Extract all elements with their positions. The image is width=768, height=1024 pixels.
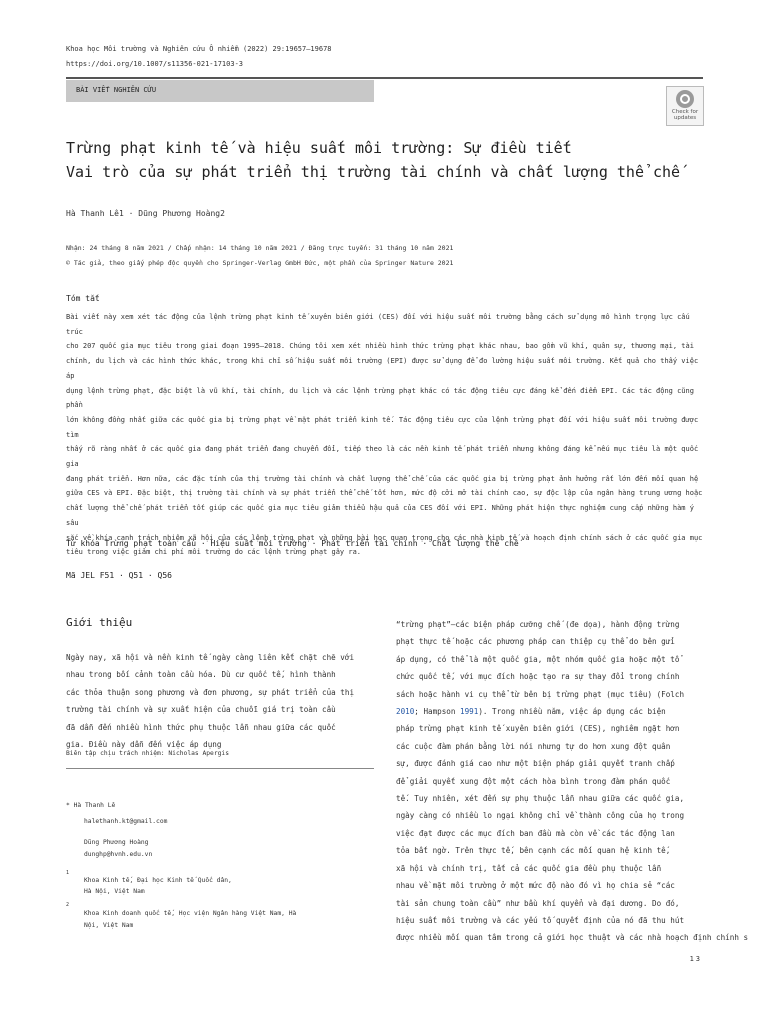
page-number: 13 [689, 955, 702, 963]
body-line: “trừng phạt”—các biện pháp cưỡng chế (đe dọa), hành động trừng [396, 620, 680, 629]
body-line: nhau trong bối cảnh toàn cầu hóa. Dù cư quốc tế, hình thành [66, 670, 336, 680]
affiliation-1-number: 1 [66, 870, 70, 876]
abstract-line: chính, du lịch và các hình thức khác, trong khi chỉ số hiệu suất môi trường (EPI) được sử dụng để đo lường hiệu suất môi trường. Kết quả cho thấy việc áp [66, 357, 699, 380]
corresponding-author: * Hà Thanh Lê [66, 802, 116, 809]
author-list[interactable]: Hà Thanh Lê1 · Dũng Phương Hoàng2 [66, 209, 225, 218]
body-line: Ngày nay, xã hội và nền kinh tế ngày càng liên kết chặt chẽ với [66, 653, 355, 662]
abstract-line: lớn không đồng nhất giữa các quốc gia bị trừng phạt về mặt phát triển kinh tế. Tác động tiêu cực của lệnh trừng phạt đối với hiệu suất môi trường được tìm [66, 415, 699, 439]
body-line: các cuộc đàm phán bằng lời nói nhưng tự do hơn xung đột quân [396, 741, 671, 751]
body-line: các thỏa thuận song phương và đơn phương, sự phát triển của thị [66, 687, 355, 697]
abstract-line: Bài viết này xem xét tác động của lệnh trừng phạt kinh tế xuyên biên giới (CES) đối với hiệu suất môi trường bằng cách sử dụng mô hình trọng lực cấu trúc [66, 313, 690, 336]
affiliation-2-line-1: Khoa Kinh doanh quốc tế, Học viện Ngân hàng Việt Nam, Hà [84, 910, 297, 917]
abstract-line: đang phát triển. Hơn nữa, các đặc tính của thị trường tài chính và chất lượng thể chế của các quốc gia bị trừng phạt ảnh hưởng rất lớn đến mối quan hệ [66, 474, 699, 483]
abstract-line: dụng lệnh trừng phạt, đặc biệt là vũ khí, tài chính, du lịch và các lệnh trừng phạt khác có tác động tiêu cực đáng kể đến điểm EPI. Các tác động cũng phần [66, 386, 694, 410]
body-line: tài sản chung toàn cầu” như bầu khí quyển và đại dương. Do đó, [396, 898, 680, 908]
second-author-email-link[interactable]: dunghp@hvnh.edu.vn [84, 851, 153, 858]
intro-heading: Giới thiệu [66, 616, 133, 629]
abstract-text [66, 310, 706, 560]
affiliation-1-line-1: Khoa Kinh tế, Đại học Kinh tế Quốc dân, [84, 877, 232, 884]
abstract-line: thấy rõ ràng nhất ở các quốc gia đang phát triển đang chuyển đổi, tiếp theo là các nền kinh tế phát triển nhưng không đáng kể nếu mục tiêu là một quốc gia [66, 445, 699, 469]
body-line: để giải quyết xung đột một cách hòa bình trong đàm phán quốc [396, 776, 671, 786]
body-line: đã dẫn đến nhiều hình thức phụ thuộc lẫn nhau giữa các quốc [66, 722, 336, 732]
keywords: Từ khóa Trừng phạt toàn cầu · Hiệu suất môi trường · Phát triển tài chính · Chất lượng thể chế [66, 539, 519, 548]
title-line-2: Vai trò của sự phát triển thị trường tài chính và chất lượng thể chế [66, 163, 681, 181]
intro-column-2 [396, 616, 768, 947]
body-line: nhau về mặt môi trường ở một mức độ nào đó vì họ chia sẻ “các [396, 881, 675, 891]
body-line: ngày càng có nhiều lo ngại không chỉ về thành công của họ trong [396, 811, 685, 821]
second-author: Dũng Phương Hoàng [84, 839, 149, 846]
intro-column-1 [66, 649, 376, 753]
jel-codes: Mã JEL F51 · Q51 · Q56 [66, 571, 172, 580]
body-line: sách hoặc hành vi cụ thể từ bên bị trừng phạt (mục tiêu) (Folch [396, 689, 685, 699]
body-line: việc đạt được các mục đích ban đầu mà còn về các tác động lan [396, 828, 675, 838]
doi-link[interactable]: https://doi.org/10.1007/s11356-021-17103-3 [66, 60, 244, 68]
affiliation-2-number: 2 [66, 902, 70, 908]
article-type-label: BÀI VIẾT NGHIÊN CỨU [76, 86, 157, 94]
body-line: tỏa bất ngờ. Trên thực tế, bên cạnh các mối quan hệ kinh tế, [396, 846, 671, 856]
journal-citation: Khoa học Môi trường và Nghiên cứu Ô nhiễm (2022) 29:19657–19678 [66, 45, 332, 53]
abstract-heading: Tóm tắt [66, 294, 100, 303]
body-line: phạt thực tế hoặc các phương pháp can thiệp cụ thể do bên gửi [396, 637, 675, 647]
abstract-line: giữa CES và EPI. Đặc biệt, thị trường tài chính và sự phát triển thể chế tốt hơn, mức độ cởi mở tài chính cao, sự độc lập của ngân hàng trung ương hoặc [66, 489, 703, 498]
affiliation-1-line-2: Hà Nội, Việt Nam [84, 888, 145, 895]
check-updates-text-1: Check for [671, 109, 699, 115]
affiliation-2-line-2: Nội, Việt Nam [84, 922, 134, 929]
editor-note: Biên tập chịu trách nhiệm: Nicholas Apergis [66, 750, 230, 757]
citation-link-hampson[interactable]: 1991 [460, 707, 479, 717]
footnote-rule [66, 768, 374, 769]
body-line: hiệu suất môi trường và các yếu tố quyết định của nó đã thu hút [396, 915, 685, 925]
citation-link-folch[interactable]: 2010 [396, 707, 415, 717]
body-line: gia. Điều này dẫn đến việc áp dụng [66, 740, 222, 750]
corresponding-email-link[interactable]: halethanh.kt@gmail.com [84, 818, 168, 825]
check-updates-icon [676, 90, 694, 108]
copyright-notice: © Tác giả, theo giấy phép độc quyền cho Springer-Verlag GmbH Đức, một phần của Springer Nature 2021 [66, 259, 454, 267]
body-line: pháp trừng phạt kinh tế xuyên biên giới (CES), nghiêm ngặt hơn [396, 724, 680, 734]
body-line: xã hội và chính trị, tất cả các quốc gia đều phụ thuộc lẫn [396, 863, 662, 873]
body-line: tế. Tuy nhiên, xét đến sự phụ thuộc lẫn nhau giữa các quốc gia, [396, 794, 685, 804]
title-line-1: Trừng phạt kinh tế và hiệu suất môi trường: Sự điều tiết [66, 139, 572, 157]
body-line: được nhiều mối quan tâm trong cả giới học thuật và các nhà hoạch định chính s [396, 933, 749, 943]
body-line: trường tài chính và sự xuất hiện của chuỗi giá trị toàn cầu [66, 705, 336, 715]
abstract-line: cho 207 quốc gia mục tiêu trong giai đoạn 1995–2018. Chúng tôi xem xét nhiều hình thức trừng phạt khác nhau, bao gồm vũ khí, quân sự, thương mại, tài [66, 342, 694, 351]
body-line: 2010; Hampson 1991). Trong nhiều năm, việc áp dụng các biện [396, 707, 666, 717]
abstract-line: sắc về khía cạnh trách nhiệm xã hội của các lệnh trừng phạt và những bài học quan trọng cho các nhà kinh tế và hoạch định chính sách ở các quốc gia mục [66, 533, 703, 542]
body-line: áp dụng, có thể là một quốc gia, một nhóm quốc gia hoặc một tổ [396, 654, 680, 664]
abstract-line: tiêu trong việc giảm chi phí môi trường do các lệnh trừng phạt gây ra. [66, 548, 362, 557]
abstract-line: chất lượng thể chế phát triển tốt giúp các quốc gia mục tiêu giảm thiểu hậu quả của CES đối với EPI. Những phát hiện thực nghiệm cung cấp những hàm ý sâu [66, 504, 694, 527]
publication-dates: Nhận: 24 tháng 8 năm 2021 / Chấp nhận: 14 tháng 10 năm 2021 / Đăng trực tuyến: 31 tháng 10 năm 2021 [66, 244, 454, 252]
check-updates-text-2: updates [673, 115, 697, 121]
header-rule [66, 77, 703, 79]
body-line: sự, được đánh giá cao như một biện pháp giải quyết tranh chấp [396, 759, 675, 769]
check-for-updates-button[interactable] [666, 86, 704, 126]
body-line: chức quốc tế, với mục đích hoặc tạo ra sự thay đổi trong chính [396, 672, 680, 682]
article-type-badge [66, 80, 374, 102]
